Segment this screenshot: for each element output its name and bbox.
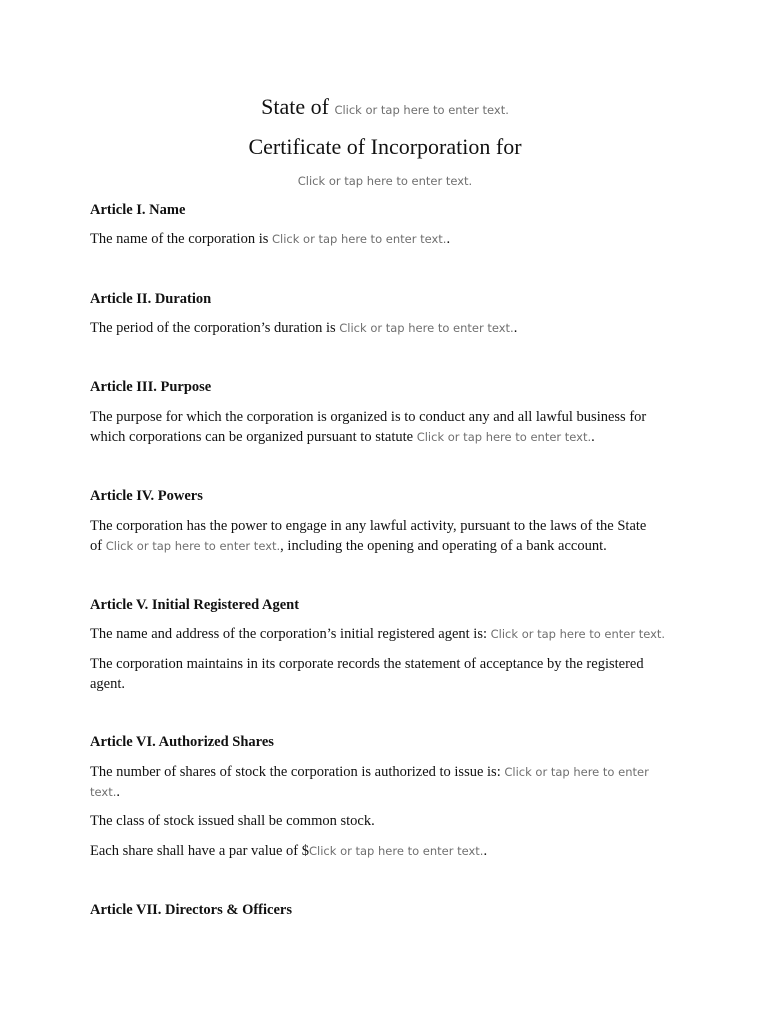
article-4-heading: Article IV. Powers: [90, 488, 203, 504]
article-1-text-after: .: [446, 231, 451, 247]
article-3-heading: Article III. Purpose: [90, 379, 212, 395]
article-6-shares-placeholder-part-1[interactable]: Click or tap here to enter: [504, 765, 649, 779]
article-1-text-before: The name of the corporation is: [90, 231, 272, 247]
state-prefix: State of: [261, 94, 335, 119]
article-5-placeholder[interactable]: Click or tap here to enter text.: [490, 627, 666, 641]
certificate-title: Certificate of Incorporation for: [248, 134, 522, 159]
article-4-text-line-1: The corporation has the power to engage in any lawful activity, pursuant to the laws of the State: [90, 518, 647, 534]
article-3-text-line-1: The purpose for which the corporation is organized is to conduct any and all lawful business for: [90, 409, 647, 425]
article-4-text-line-2: [90, 536, 680, 556]
article-3-text-line-2: [90, 427, 680, 447]
article-6-heading: Article VI. Authorized Shares: [90, 734, 274, 750]
article-2-text-after: .: [513, 320, 518, 336]
article-3-text-after: .: [591, 429, 595, 445]
article-2-placeholder[interactable]: Click or tap here to enter text.: [339, 321, 514, 335]
article-6-par-placeholder[interactable]: Click or tap here to enter text.: [309, 844, 484, 858]
article-1-placeholder[interactable]: Click or tap here to enter text.: [272, 232, 447, 246]
article-5-text: [90, 624, 680, 644]
article-6-shares-line-2: [90, 782, 680, 802]
article-1-text: [90, 229, 680, 249]
article-5-text-before: The name and address of the corporation’s initial registered agent is:: [90, 626, 491, 642]
corporation-name-placeholder[interactable]: Click or tap here to enter text.: [297, 174, 473, 188]
state-title: [90, 94, 680, 123]
article-7-heading: Article VII. Directors & Officers: [90, 902, 292, 918]
article-6-shares-text-after: .: [116, 784, 120, 800]
state-placeholder[interactable]: Click or tap here to enter text.: [334, 103, 509, 117]
article-2-text: [90, 318, 680, 338]
article-6-shares-placeholder-part-2[interactable]: text.: [90, 785, 117, 799]
article-2-heading: Article II. Duration: [90, 291, 212, 307]
article-2-text-before: The period of the corporation’s duration is: [90, 320, 340, 336]
article-6-shares-text-before: The number of shares of stock the corporation is authorized to issue is:: [90, 764, 505, 780]
article-4-text-before: of: [90, 538, 106, 554]
article-6-par-text-before: Each share shall have a par value of $: [90, 843, 310, 859]
article-4-placeholder[interactable]: Click or tap here to enter text.: [105, 539, 281, 553]
article-6-shares-line-1: [90, 762, 680, 782]
article-5-heading: Article V. Initial Registered Agent: [90, 597, 300, 613]
article-3-text-before: which corporations can be organized pursuant to statute: [90, 429, 417, 445]
article-6-par-text-after: .: [483, 843, 488, 859]
article-3-placeholder[interactable]: Click or tap here to enter text.: [416, 430, 592, 444]
article-6-par-value-text: [90, 841, 680, 861]
article-1-heading: Article I. Name: [90, 202, 186, 218]
article-4-text-after: , including the opening and operating of a bank account.: [280, 538, 607, 554]
article-6-class-text: The class of stock issued shall be common stock.: [90, 813, 375, 829]
corporation-name-line: [90, 172, 680, 190]
article-5-second-paragraph: The corporation maintains in its corporate records the statement of acceptance by the registered agent.: [90, 656, 644, 692]
